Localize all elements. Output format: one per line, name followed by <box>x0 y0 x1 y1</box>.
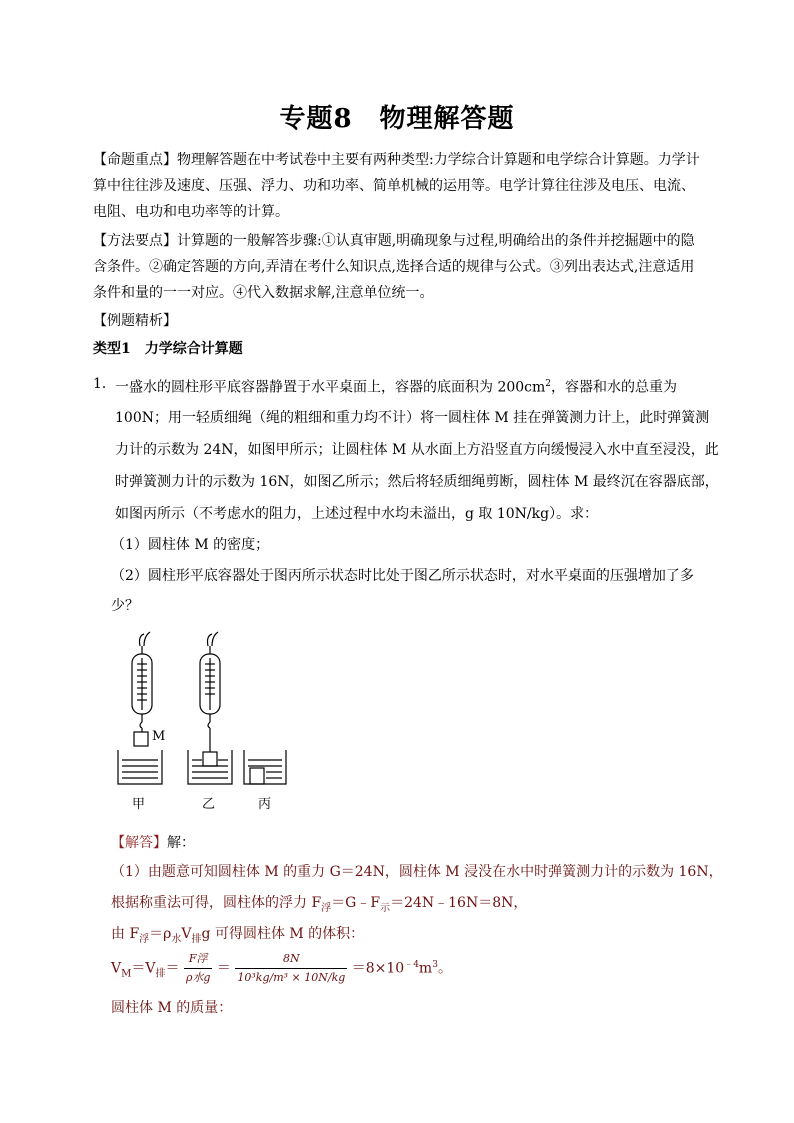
question-line-4: 时弹簧测力计的示数为 16N，如图乙所示；然后将轻质细绳剪断，圆柱体 M 最终沉在容器底部， <box>115 474 719 490</box>
answer-head-after: 解： <box>167 835 195 851</box>
sub-question-1: （1）圆柱体 M 的密度； <box>111 537 270 553</box>
answer-head-line <box>111 833 195 853</box>
key-points-line-2: 算中往往涉及速度、压强、浮力、功和功率、简单机械的运用等。电学计算往往涉及电压、电流、 <box>93 178 695 194</box>
spring-scale-a <box>132 632 152 732</box>
label-yi: 乙 <box>202 797 216 812</box>
container-b <box>188 750 232 784</box>
key-points-head: 【命题重点】 <box>93 152 177 168</box>
method-paragraph <box>93 228 713 306</box>
page-title: 专题8 物理解答题 <box>279 104 515 134</box>
container-a <box>118 750 162 784</box>
question-line-5: 如图丙所示（不考虑水的阻力，上述过程中水均未溢出，g 取 10N/kg）。求： <box>115 506 599 522</box>
key-points-line-3: 电阻、电功和电功率等的计算。 <box>93 204 289 220</box>
key-points-line-1: 物理解答题在中考试卷中主要有两种类型:力学综合计算题和电学综合计算题。力学计 <box>177 152 700 168</box>
fraction-values: $\frac{8N}{\text{10³kg/m³ × 10N/kg}}$ <box>237 952 346 984</box>
method-line-1: 计算题的一般解答步骤:①认真审题,明确现象与过程,明确给出的条件并挖掘题中的隐 <box>177 233 695 249</box>
sub-question-2-line-1: （2）圆柱形平底容器处于图丙所示状态时比处于图乙所示状态时，对水平桌面的压强增加了多 <box>111 568 694 584</box>
key-points-paragraph <box>93 147 713 225</box>
label-bing: 丙 <box>258 797 272 812</box>
question-line-1: 一盛水的圆柱形平底容器静置于水平桌面上，容器的底面积为 $200cm^2$，容器和水的总重为 <box>115 379 678 396</box>
spring-scale-b <box>200 632 220 752</box>
question-line-2: 100N；用一轻质细绳（绳的粗细和重力均不计）将一圆柱体 M 挂在弹簧测力计上，此时弹簧测 <box>115 410 710 426</box>
answer-formula-line: $V_M=V_排=$ $\frac{\text{F浮}}{\text{ρ水g}}$ ＝ $\frac{8N}{\text{10³kg/m³ × 10N/kg}}$ $=8\times 10^{﹣4}m^3$。 <box>111 950 452 987</box>
answer-line-1: （1）由题意可知圆柱体 M 的重力 G＝24N，圆柱体 M 浸没在水中时弹簧测力计的示数为 16N， <box>111 864 723 880</box>
label-m: M <box>152 729 166 744</box>
fraction-buoyancy: $\frac{\text{F浮}}{\text{ρ水g}}$ <box>185 952 211 984</box>
label-jia: 甲 <box>132 797 146 812</box>
container-c <box>244 750 286 784</box>
method-line-2: 含条件。②确定答题的方向,弄清在考什么知识点,选择合适的规律与公式。③列出表达式,注意适用 <box>93 259 695 275</box>
type-heading: 类型1 力学综合计算题 <box>93 341 243 357</box>
question-number: 1． <box>93 376 116 392</box>
cylinder-m-b <box>203 752 217 766</box>
sub-question-2-line-2: 少？ <box>111 598 139 614</box>
answer-line-2: 根据称重法可得，圆柱体的浮力 $F_浮=G﹣F_示=24N﹣16N=8N$， <box>111 895 528 914</box>
examples-heading: 【例题精析】 <box>93 313 177 329</box>
question-line-3: 力计的示数为 24N，如图甲所示；让圆柱体 M 从水面上方沿竖直方向缓慢浸入水中直至浸没，此 <box>115 442 719 458</box>
answer-head: 【解答】 <box>111 835 167 851</box>
answer-line-5: 圆柱体 M 的质量： <box>111 1000 233 1016</box>
cylinder-m-c <box>250 768 264 784</box>
method-head: 【方法要点】 <box>93 233 177 249</box>
method-line-3: 条件和量的一一对应。④代入数据求解,注意单位统一。 <box>93 285 434 301</box>
cylinder-m-a <box>134 732 148 746</box>
answer-line-3: 由 $F_浮=\rho_水V_排g$ 可得圆柱体 M 的体积： <box>111 926 365 945</box>
spring-scale-figure <box>110 628 310 818</box>
